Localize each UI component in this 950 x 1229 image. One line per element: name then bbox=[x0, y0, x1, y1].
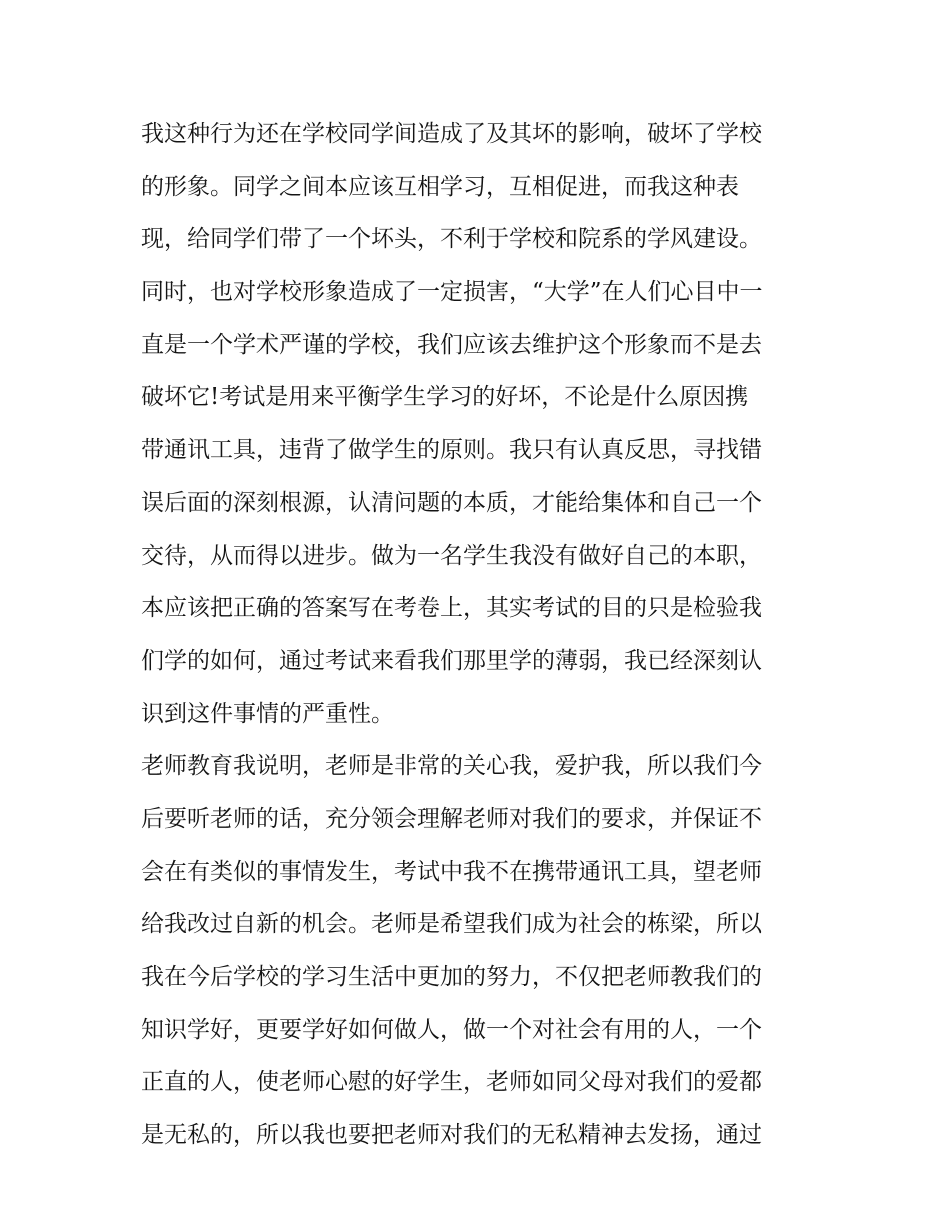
text-line: 是无私的，所以我也要把老师对我们的无私精神去发扬，通过 bbox=[141, 1122, 762, 1149]
text-line: 同时，也对学校形象造成了一定损害，“大学”在人们心目中一 bbox=[141, 279, 763, 306]
text-line: 我在今后学校的学习生活中更加的努力，不仅把老师教我们的 bbox=[141, 964, 762, 990]
text-line: 带通讯工具，违背了做学生的原则。我只有认真反思，寻找错 bbox=[141, 437, 762, 464]
text-line: 直是一个学术严谨的学校，我们应该去维护这个形象而不是去 bbox=[141, 331, 762, 358]
text-line: 误后面的深刻根源，认清问题的本质，才能给集体和自己一个 bbox=[141, 489, 762, 516]
text-line: 们学的如何，通过考试来看我们那里学的薄弱，我已经深刻认 bbox=[141, 647, 762, 674]
text-line: 破坏它!考试是用来平衡学生学习的好坏，不论是什么原因携 bbox=[141, 384, 749, 411]
text-line: 识到这件事情的严重性。 bbox=[141, 700, 394, 727]
text-line: 的形象。同学之间本应该互相学习，互相促进，而我这种表 bbox=[141, 173, 739, 200]
text-line: 本应该把正确的答案写在考卷上，其实考试的目的只是检验我 bbox=[141, 595, 762, 622]
document-body bbox=[141, 108, 821, 1162]
text-line: 交待，从而得以进步。做为一名学生我没有做好自己的本职， bbox=[141, 542, 762, 569]
text-line: 给我改过自新的机会。老师是希望我们成为社会的栋梁，所以 bbox=[141, 911, 762, 938]
text-line: 正直的人，使老师心慰的好学生，老师如同父母对我们的爱都 bbox=[141, 1069, 762, 1096]
text-line: 后要听老师的话，充分领会理解老师对我们的要求，并保证不 bbox=[141, 805, 762, 832]
text-line: 老师教育我说明，老师是非常的关心我，爱护我，所以我们今 bbox=[141, 753, 762, 780]
text-line: 我这种行为还在学校同学间造成了及其坏的影响，破坏了学校 bbox=[141, 121, 762, 147]
text-line: 会在有类似的事情发生，考试中我不在携带通讯工具，望老师 bbox=[141, 858, 762, 885]
text-line: 知识学好，更要学好如何做人，做一个对社会有用的人，一个 bbox=[141, 1016, 762, 1043]
text-line: 现，给同学们带了一个坏头，不利于学校和院系的学风建设。 bbox=[141, 226, 762, 253]
